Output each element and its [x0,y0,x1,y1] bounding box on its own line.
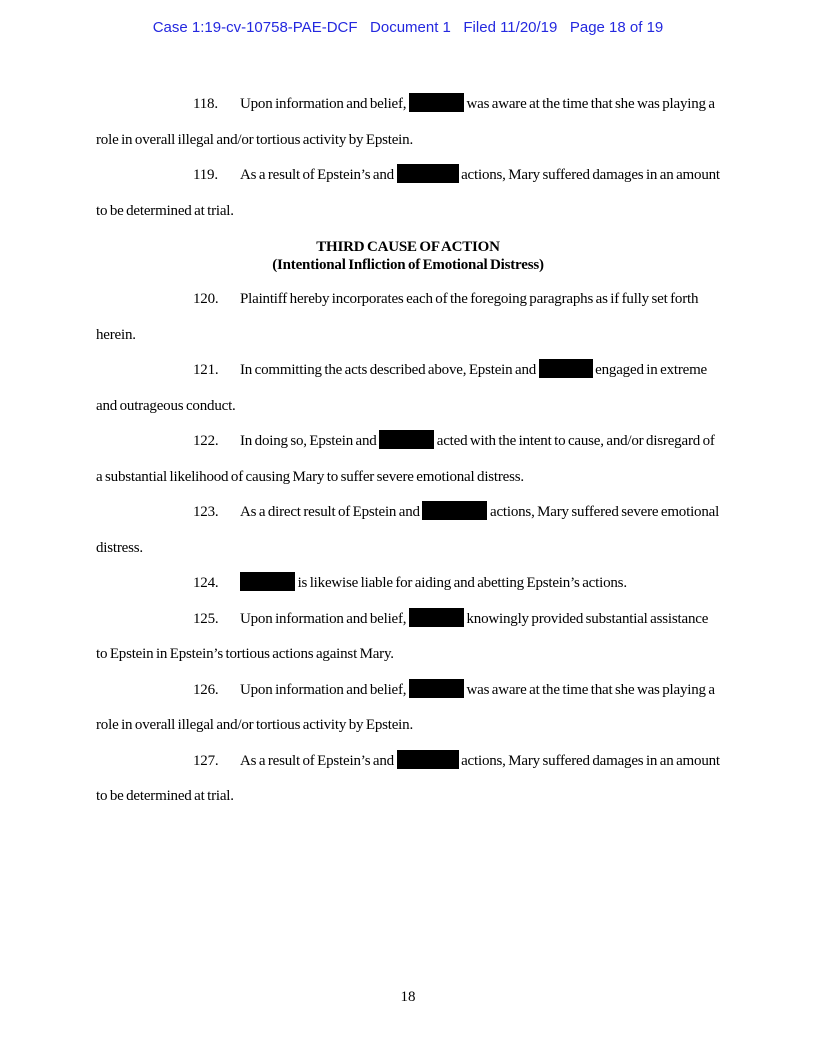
paragraph-125 [96,602,720,673]
paragraph-text: Upon information and belief, [240,96,407,112]
redaction-box [397,750,459,769]
paragraph-text: Plaintiff hereby incorporates each of the foregoing paragraphs as if fully set forth herein. [96,291,699,343]
paragraph-text: knowingly provided substantial assistance to Epstein in Epstein’s tortious actions against Mary. [96,610,709,662]
paragraph-text: In committing the acts described above, Epstein and [240,362,537,378]
redaction-box [379,430,434,449]
paragraph-text: was aware at the time that she was playing a role in overall illegal and/or tortious activity by Epstein. [96,681,715,733]
paragraph-number: 124. [193,575,219,591]
paragraph-122 [96,424,720,495]
paragraph-number: 127. [193,752,219,769]
paragraph-number: 123. [193,504,219,520]
redaction-box [397,164,459,183]
paragraph-text: In doing so, Epstein and [240,433,377,449]
redaction-box [409,608,464,627]
paragraph-124 [96,566,720,602]
paragraph-118 [96,87,720,158]
paragraph-number: 126. [193,681,219,698]
redaction-box [539,359,593,378]
paragraph-number: 125. [193,610,219,627]
paragraph-text: acted with the intent to cause, and/or disregard of a substantial likelihood of causing Mary to suffer severe emotional distress. [96,433,715,485]
paragraph-text: actions, Mary suffered severe emotional distress. [96,504,720,556]
paragraph-119 [96,158,720,229]
paragraph-text: As a direct result of Epstein and [240,504,420,520]
redaction-box [422,501,487,520]
section-heading [96,238,720,274]
paragraph-126 [96,673,720,744]
section-heading-line: THIRD CAUSE OF ACTION [316,238,500,255]
paragraph-number: 122. [193,433,219,449]
section-heading-line: (Intentional Infliction of Emotional Distress) [272,256,544,273]
paragraph-text: actions, Mary suffered damages in an amount to be determined at trial. [96,752,720,804]
paragraph-number: 120. [193,291,219,307]
paragraph-121 [96,353,720,424]
paragraph-text: is likewise liable for aiding and abetting Epstein’s actions. [297,575,627,591]
paragraph-123 [96,495,720,566]
redaction-box [409,93,464,112]
paragraph-text: As a result of Epstein’s and [240,167,394,183]
paragraph-127 [96,744,720,815]
redaction-box [409,679,464,698]
paragraph-text: As a result of Epstein’s and [240,752,394,769]
case-caption-header: Case 1:19-cv-10758-PAE-DCF Document 1 Filed 11/20/19 Page 18 of 19 [152,19,664,36]
document-body [96,87,720,815]
paragraph-number: 118. [193,96,218,112]
paragraph-text: Upon information and belief, [240,610,407,627]
paragraph-number: 121. [193,362,219,378]
page-number: 18 [400,989,416,1005]
paragraph-number: 119. [193,167,218,183]
paragraph-text: engaged in extreme and outrageous conduct. [96,362,708,414]
paragraph-120 [96,282,720,353]
paragraph-text: actions, Mary suffered damages in an amount to be determined at trial. [96,167,720,219]
paragraph-text: was aware at the time that she was playing a role in overall illegal and/or tortious activity by Epstein. [96,96,715,148]
paragraph-text: Upon information and belief, [240,681,407,698]
redaction-box [240,572,295,591]
